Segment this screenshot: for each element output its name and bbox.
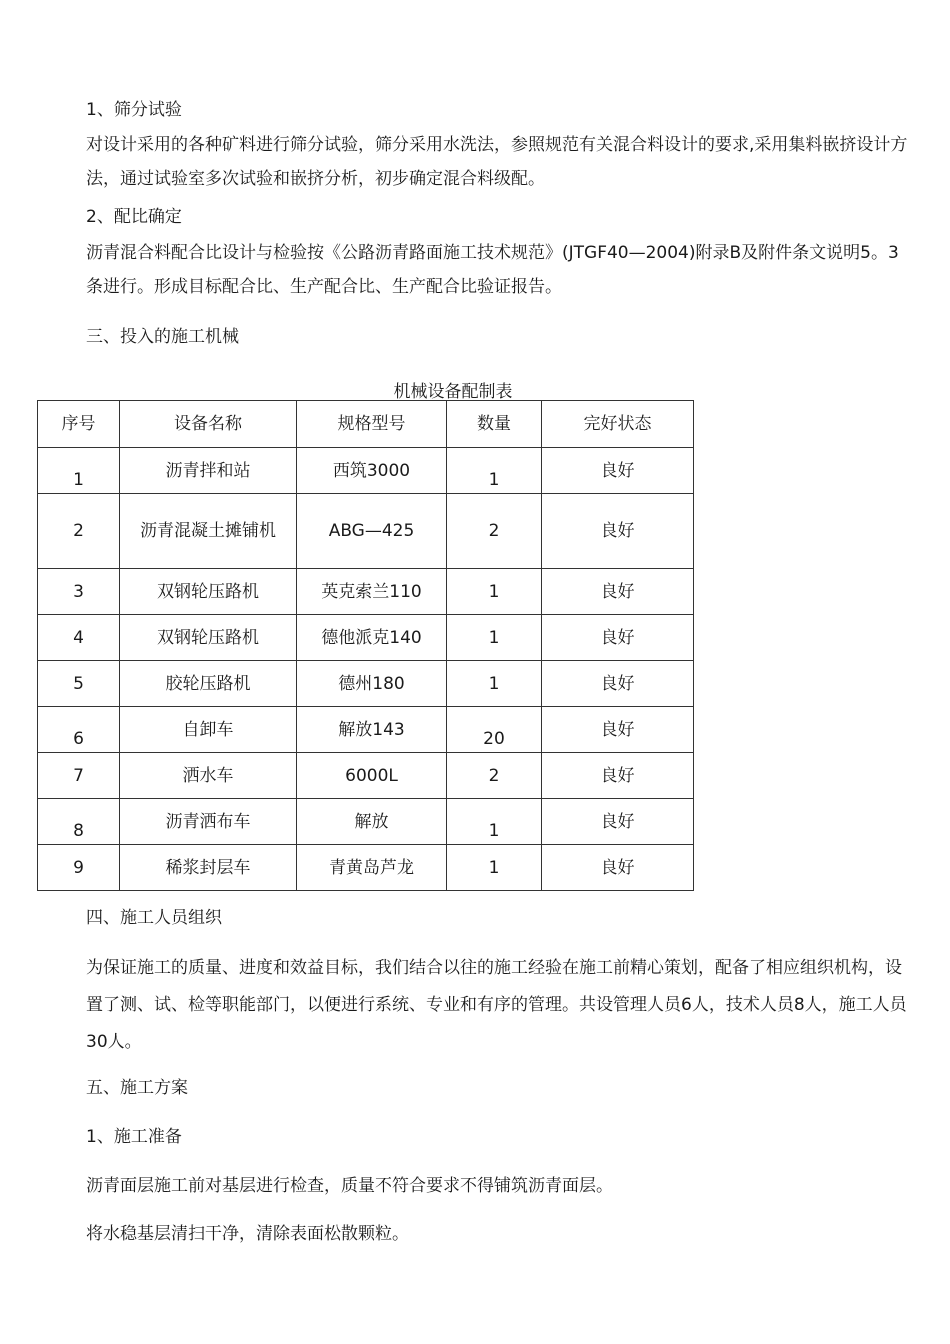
cell-spec: 6000L xyxy=(297,753,447,799)
cell-qty: 2 xyxy=(447,753,542,799)
table-row xyxy=(38,448,694,494)
cell-qty: 1 xyxy=(447,845,542,891)
cell-name: 沥青混凝土摊铺机 xyxy=(120,494,297,569)
table-row xyxy=(38,661,694,707)
equipment-table xyxy=(37,400,694,891)
screening-text xyxy=(86,128,914,196)
staff-heading: 四、施工人员组织 xyxy=(86,908,222,928)
prep-text-1: 沥青面层施工前对基层进行检查，质量不符合要求不得铺筑沥青面层。 xyxy=(86,1176,613,1196)
cell-no: 3 xyxy=(38,569,120,615)
staff-text xyxy=(86,950,914,1061)
cell-spec: 西筑3000 xyxy=(297,448,447,494)
header-spec: 规格型号 xyxy=(297,401,447,448)
cell-qty: 1 xyxy=(447,615,542,661)
cell-no: 4 xyxy=(38,615,120,661)
screening-heading: 1、筛分试验 xyxy=(86,100,182,120)
cell-no: 2 xyxy=(38,494,120,569)
cell-status: 良好 xyxy=(542,615,694,661)
header-name: 设备名称 xyxy=(120,401,297,448)
cell-status: 良好 xyxy=(542,753,694,799)
cell-status: 良好 xyxy=(542,448,694,494)
ratio-heading: 2、配比确定 xyxy=(86,207,182,227)
cell-qty: 2 xyxy=(447,494,542,569)
cell-qty: 20 xyxy=(447,707,542,753)
cell-no: 7 xyxy=(38,753,120,799)
cell-name: 沥青拌和站 xyxy=(120,448,297,494)
table-row xyxy=(38,494,694,569)
cell-no: 9 xyxy=(38,845,120,891)
cell-status: 良好 xyxy=(542,707,694,753)
cell-name: 双钢轮压路机 xyxy=(120,569,297,615)
table-row xyxy=(38,569,694,615)
cell-qty: 1 xyxy=(447,448,542,494)
cell-spec: ABG—425 xyxy=(297,494,447,569)
table-row xyxy=(38,707,694,753)
table-row xyxy=(38,753,694,799)
header-qty: 数量 xyxy=(447,401,542,448)
cell-name: 双钢轮压路机 xyxy=(120,615,297,661)
table-row xyxy=(38,799,694,845)
cell-status: 良好 xyxy=(542,494,694,569)
table-row xyxy=(38,615,694,661)
table-caption: 机械设备配制表 xyxy=(393,382,513,402)
plan-heading: 五、施工方案 xyxy=(86,1078,188,1098)
cell-status: 良好 xyxy=(542,569,694,615)
cell-qty: 1 xyxy=(447,661,542,707)
staff-text-body: 为保证施工的质量、进度和效益目标，我们结合以往的施工经验在施工前精心策划，配备了相应组织机构，设置了测、试、检等职能部门，以便进行系统、专业和有序的管理。共设管理人员6人，技术人员8人，施工人员30人。 xyxy=(86,958,907,1052)
header-no: 序号 xyxy=(38,401,120,448)
cell-spec: 青黄岛芦龙 xyxy=(297,845,447,891)
cell-qty: 1 xyxy=(447,799,542,845)
table-row xyxy=(38,845,694,891)
cell-no: 6 xyxy=(38,707,120,753)
ratio-text xyxy=(86,236,914,304)
screening-text-body: 对设计采用的各种矿料进行筛分试验，筛分采用水洗法，参照规范有关混合料设计的要求,采用集料嵌挤设计方法，通过试验室多次试验和嵌挤分析，初步确定混合料级配。 xyxy=(86,135,908,189)
cell-spec: 德州180 xyxy=(297,661,447,707)
header-status: 完好状态 xyxy=(542,401,694,448)
cell-spec: 德他派克140 xyxy=(297,615,447,661)
cell-no: 5 xyxy=(38,661,120,707)
cell-spec: 英克索兰110 xyxy=(297,569,447,615)
cell-name: 沥青洒布车 xyxy=(120,799,297,845)
cell-no: 8 xyxy=(38,799,120,845)
cell-status: 良好 xyxy=(542,661,694,707)
cell-no: 1 xyxy=(38,448,120,494)
ratio-text-body: 沥青混合料配合比设计与检验按《公路沥青路面施工技术规范》(JTGF40—2004)附录B及附件条文说明5。3条进行。形成目标配合比、生产配合比、生产配合比验证报告。 xyxy=(86,243,899,297)
cell-name: 自卸车 xyxy=(120,707,297,753)
prep-text-2: 将水稳基层清扫干净，清除表面松散颗粒。 xyxy=(86,1224,409,1244)
prep-heading: 1、施工准备 xyxy=(86,1127,182,1147)
cell-spec: 解放 xyxy=(297,799,447,845)
cell-status: 良好 xyxy=(542,845,694,891)
cell-name: 稀浆封层车 xyxy=(120,845,297,891)
cell-qty: 1 xyxy=(447,569,542,615)
cell-name: 胶轮压路机 xyxy=(120,661,297,707)
cell-spec: 解放143 xyxy=(297,707,447,753)
cell-status: 良好 xyxy=(542,799,694,845)
machinery-heading: 三、投入的施工机械 xyxy=(86,327,239,347)
cell-name: 洒水车 xyxy=(120,753,297,799)
table-header-row xyxy=(38,401,694,448)
